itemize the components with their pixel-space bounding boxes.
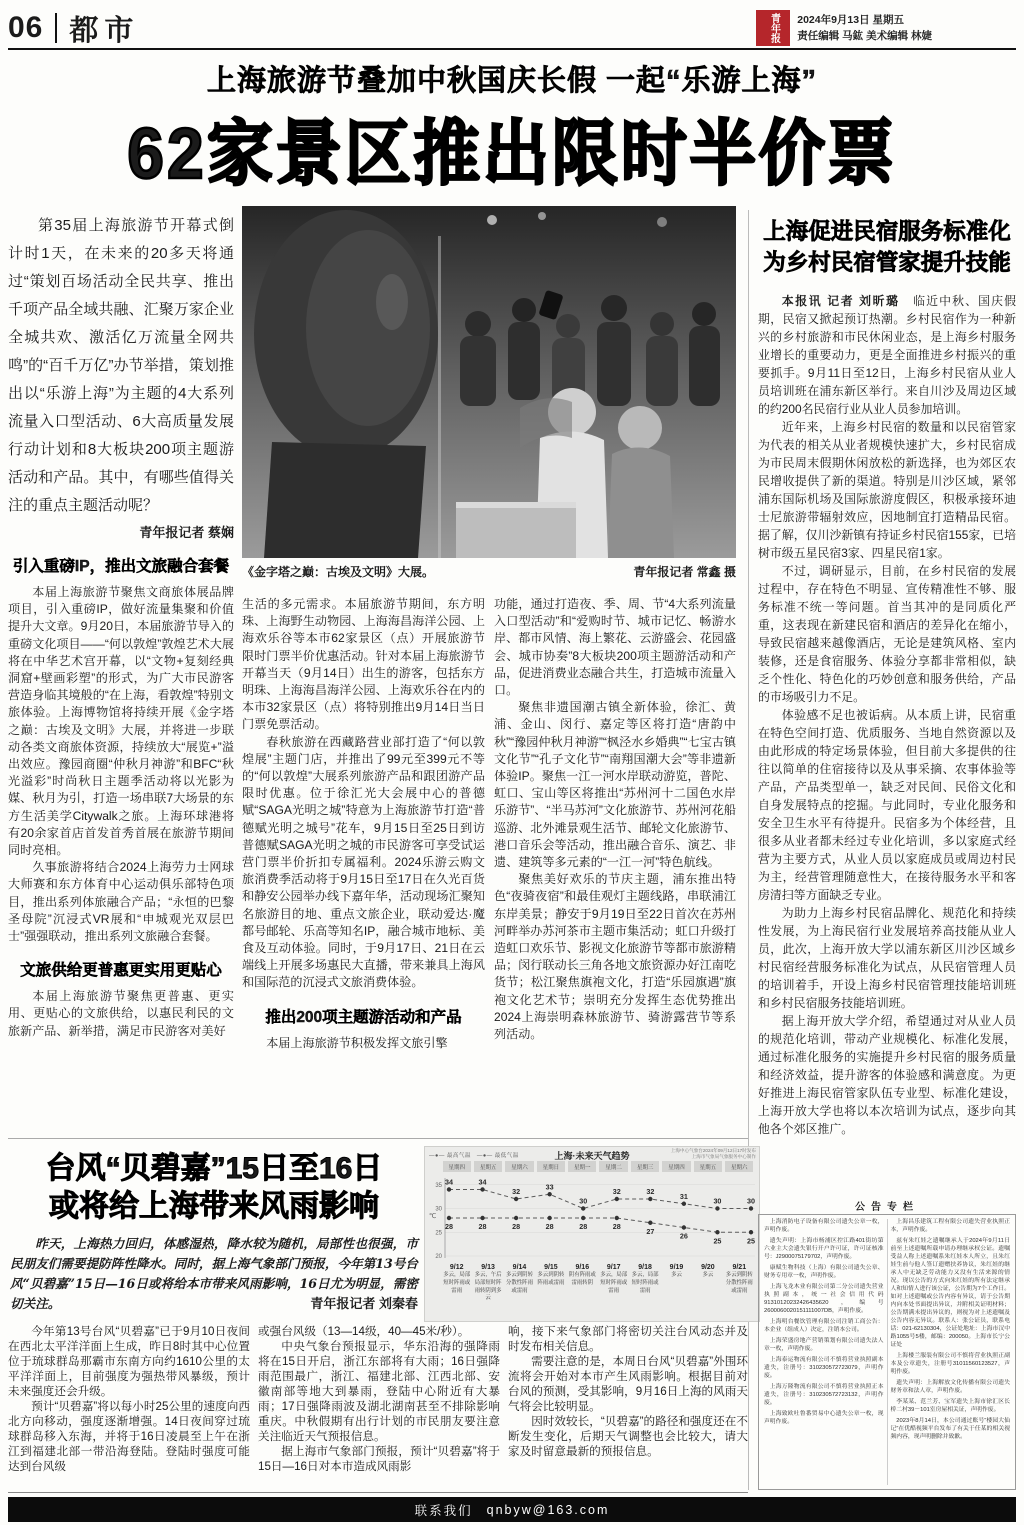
edition-info bbox=[797, 12, 932, 45]
article-paragraph: 第35届上海旅游节开幕式倒计时1天，在未来的20多天将通过“策划百场活动全民共享、推出千项产品全域共融、汇聚万家企业全城共欢、激活亿万流量全网共鸣”的“百千万亿”办节举措，策划推出以“乐游上海”为主题的4大系列流量入口型活动、6大高质量发展行动计划和8大板块200项主题游活动和产品。其中，有哪些值得关注的重点主题活动呢？ bbox=[8, 217, 234, 514]
article-paragraph: 生活的多元需求。本届旅游节期间，东方明珠、上海野生动物园、上海海昌海洋公园、上海欢乐谷等本市62家景区（点）开展旅游节限时门票半价优惠活动。针对本届上海旅游节开幕当天（9月14日）出生的游客，包括东方明珠、上海海昌海洋公园、上海欢乐谷在内的本市32家景区（点）将特别推出9月14日当日门票免票活动。 bbox=[242, 597, 485, 732]
data-point bbox=[447, 1216, 451, 1220]
data-point bbox=[682, 1202, 686, 1206]
data-label: 32 bbox=[646, 1187, 655, 1196]
y-tick-label: 35 bbox=[435, 1182, 442, 1189]
date-cell: 9/14 bbox=[512, 1264, 527, 1271]
typhoon-headline-line2: 或将给上海带来风雨影响 bbox=[49, 1190, 379, 1223]
data-point bbox=[581, 1216, 585, 1220]
date-cell: 9/13 bbox=[481, 1264, 495, 1271]
masthead-rule bbox=[8, 48, 1016, 50]
article-paragraph: 本届上海旅游节聚焦更普惠、更实用、更贴心的文旅供给，以惠民利民的文旅新产品、新举措，满足市民游客对美好 bbox=[8, 989, 234, 1038]
series-line-最高气温 bbox=[449, 1190, 751, 1209]
section-subhead: 文旅供给更普惠更实用更贴心 bbox=[20, 962, 222, 980]
data-point bbox=[514, 1197, 518, 1201]
data-point bbox=[648, 1197, 652, 1201]
kicker-headline: 上海旅游节叠加中秋国庆长假 一起“乐游上海” bbox=[206, 65, 818, 97]
article-paragraph: 体验感不足也被诟病。从本质上讲，民宿重在特色空间打造、优质服务、当地自然资源以及由此形成的特定场景体验，但目前大多提供的往往以简单的住宿接待以及从事采摘、农事体验等产品，产品类型单一，缺乏对民间、民俗文化和自身发展特点的挖掘。与此同时，专业化服务和安全卫生水平有待提升。民宿多为个体经营，且很多从业者都未经过专业化培训，多以家庭式经营为主要方式，从业人员以家庭成员或周边村民为主，经营管理随意性大，在接待服务水平和客房清扫等方面缺乏专业。 bbox=[758, 708, 1016, 902]
data-point bbox=[715, 1206, 719, 1210]
weekday-row bbox=[441, 1161, 755, 1172]
masthead-divider bbox=[55, 13, 57, 43]
weekday-cell: 星期三 bbox=[631, 1161, 659, 1172]
typhoon-column-2 bbox=[258, 1324, 500, 1490]
data-label: 30 bbox=[747, 1196, 755, 1206]
article-paragraph: 为助力上海乡村民宿品牌化、规范化和持续性发展，为上海民宿行业发展培养高技能从业人员，此次，上海开放大学以浦东新区川沙区域乡村民宿经营服务标准化为试点，从民宿管理人员的培训着手，开设上海乡村民宿管理技能培训班和乡村民宿服务技能培训班。 bbox=[758, 906, 1016, 1010]
series-line-最低气温 bbox=[449, 1218, 751, 1232]
photo-caption: 《金字塔之巅：古埃及文明》大展。 bbox=[242, 565, 435, 579]
data-point bbox=[615, 1216, 619, 1220]
notices-board bbox=[758, 1214, 1016, 1490]
typhoon-byline: 青年报记者 刘秦春 bbox=[310, 1296, 418, 1311]
data-point bbox=[682, 1225, 686, 1229]
date-row bbox=[441, 1264, 755, 1271]
right-article-title-line2: 为乡村民宿管家提升技能 bbox=[763, 250, 1011, 275]
condition-cell: 多云到阴转分散性阵雨或雷雨 bbox=[506, 1272, 533, 1294]
condition-cell: 阴有阵雨或雷雨转阴 bbox=[568, 1272, 596, 1286]
notice-item: 上海楼兰服装有限公司不慎将营业执照正副本及公章遗失，注册号31011560123527，声明作废。 bbox=[890, 1352, 1010, 1375]
masthead bbox=[8, 8, 1016, 48]
data-point bbox=[749, 1206, 753, 1210]
article-paragraph: 聚焦非遗国潮古镇全新体验，徐汇、黄浦、金山、闵行、嘉定等区将打造“唐韵中秋”“豫园仲秋月神游”“枫泾水乡婚典”“七宝古镇文化节”“孔子文化节”“南翔国潮大会”等非遗新体验IP。聚焦一江一河水岸联动游览，普陀、虹口、宝山等区将推出“苏州河十二国色水岸乐游节”、“半马苏河”文化旅游节、苏州河花船巡游、北外滩景观生活节、邮轮文化旅游节、港口音乐会等活动，推出融合音乐、演艺、非遗、建筑等多元素的“一江一河”特色航线。 bbox=[494, 700, 736, 870]
temperature-line-plot bbox=[425, 1172, 759, 1264]
data-label: 34 bbox=[478, 1177, 487, 1187]
article-paragraph: 据上海开放大学介绍，希望通过对从业人员的规范化培训，带动产业规模化、标准化发展，通过标准化服务的实施提升乡村民宿的服务质量和经济效益，提升游客的体验感和满意度。为更好推进上海民宿管家队伍专业型、标准化建设，上海开放大学也将以本次培训为试点，逐步向其他各个郊区推广。 bbox=[758, 1014, 1016, 1136]
weekday-cell: 星期四 bbox=[662, 1161, 690, 1172]
edition-editors: 责任编辑 马鈜 美术编辑 林婕 bbox=[797, 30, 932, 42]
chart-note-line1: 上海中心气象台2024年09月12日17时发布 bbox=[670, 1148, 756, 1153]
chart-title: 上海·未来天气趋势 bbox=[554, 1151, 630, 1161]
section-rule-bottom bbox=[8, 1492, 748, 1493]
notice-item: 上海飞龙木业有限公司第二分公司遗失营业执照副本，统一社会信用代码91310120232426435620，编号2600060020151111007DB，声明作废。 bbox=[764, 1283, 884, 1314]
data-point bbox=[547, 1216, 551, 1220]
article-paragraph: 中央气象台预报显示，华东沿海的强降雨将在15日开启，浙江东部将有大雨；16日强降雨范围最广，浙江、福建北部、江西北部、安徽南部等地大到暴雨，登陆中心附近有大暴雨；17日强降雨波及湖北湖南甚至不排除影响重庆。中秋假期有出行计划的市民朋友要注意关注临近天气预报信息。 bbox=[258, 1340, 500, 1443]
footer-bar bbox=[8, 1497, 1016, 1522]
notice-item: 李某某、范兰芳、宝军遗失上海市徐汇区长桥二村39－101室房屋相关证，声明作废。 bbox=[890, 1398, 1010, 1413]
data-label: 32 bbox=[512, 1187, 521, 1196]
weather-trend-chart bbox=[424, 1146, 760, 1322]
chart-note-line2: 上海市气象局气象服务中心制作 bbox=[691, 1154, 756, 1160]
section-subhead: 推出200项主题游活动和产品 bbox=[265, 1008, 462, 1026]
article-paragraph: 近年来，上海乡村民宿的数量和以民宿管家为代表的相关从业者规模快速扩大，乡村民宿成为市民周末假期休闲放松的新选择，也为郊区农民增收提供了新的渠道。特别是川沙区域，紧邻浦东国际机场及国际旅游度假区，积极承接环迪士尼旅游带辐射效应，因地制宜打造精品民宿。据了解，仅川沙新镇有持证乡村民宿155家，已培树市级五星民宿3家、四星民宿1家。 bbox=[758, 420, 1016, 560]
date-cell: 9/15 bbox=[544, 1264, 558, 1271]
newspaper-logo: 青年报 bbox=[756, 10, 790, 46]
notice-item: 遗失声明：上海解放文化传播有限公司遗失财务章和法人章，声明作废。 bbox=[890, 1379, 1010, 1394]
data-point bbox=[447, 1187, 451, 1191]
date-cell: 9/12 bbox=[449, 1264, 464, 1271]
condition-cell: 多云到阴转分散性阵雨或雷雨 bbox=[725, 1272, 753, 1294]
photo-caption-row bbox=[242, 563, 736, 580]
weekday-cell: 星期一 bbox=[568, 1161, 596, 1172]
right-article-title bbox=[758, 216, 1016, 278]
data-label: 34 bbox=[445, 1177, 453, 1187]
y-tick-label: 20 bbox=[435, 1254, 442, 1260]
notice-item: 上海明台餐饮管理有限公司注销工商公告：本企业（组成人）决定，注销本公司。 bbox=[764, 1318, 884, 1333]
condition-cell: 多云 bbox=[702, 1272, 714, 1278]
main-headline: 62家景区推出限时半价票 bbox=[127, 113, 897, 194]
condition-cell: 多云，局部短时阵雨或雷雨 bbox=[600, 1272, 628, 1294]
typhoon-column-1 bbox=[8, 1324, 250, 1490]
conditions-row bbox=[441, 1271, 755, 1304]
article-paragraph: 响，接下来气象部门将密切关注台风动态并及时发布相关信息。 bbox=[508, 1325, 748, 1353]
condition-cell: 多云 bbox=[671, 1272, 682, 1278]
typhoon-headline bbox=[8, 1150, 420, 1226]
article-paragraph: 今年第13号台风“贝碧嘉”已于9月10日夜间在西北太平洋洋面上生成，昨日8时其中心位置位于琉球群岛那霸市东南方向约1610公里的太平洋洋面上，目前强度为强热带风暴级，预计未来强度还会升级。 bbox=[8, 1325, 250, 1398]
data-point bbox=[749, 1230, 753, 1234]
typhoon-lead-text: 昨天，上海热力回归，体感湿热，降水较为随机，局部性也很强，市民朋友们需要提防阵性降水。同时，据上海气象部门预报，今年第13号台风“贝碧嘉”15日—16日或将给本市带来风雨影响，16日尤为明显，需密切关注。 bbox=[10, 1236, 418, 1311]
article-paragraph: 因时效较长，“贝碧嘉”的路径和强度还在不断发生变化，后期天气调整也会比较大，请大家及时留意最新的预报信息。 bbox=[508, 1415, 748, 1458]
chart-source-note bbox=[671, 1148, 756, 1160]
data-point bbox=[581, 1206, 585, 1210]
edition-date: 2024年9月13日 星期五 bbox=[797, 13, 905, 26]
lead-photo bbox=[242, 206, 736, 558]
article-paragraph: 久事旅游将结合2024上海劳力士网球大师赛和东方体育中心运动俱乐部特色项目，推出系列体旅融合产品；“永恒的巴黎圣母院”沉浸式VR展和“申城观光双层巴士”强强联动，推出系列文旅融合套餐。 bbox=[8, 860, 234, 944]
data-label: 28 bbox=[512, 1222, 521, 1231]
condition-cell: 多云，局部短时阵雨或雷雨 bbox=[631, 1272, 659, 1294]
data-label: 28 bbox=[545, 1222, 554, 1231]
right-article bbox=[758, 216, 1016, 1172]
date-cell: 9/20 bbox=[701, 1264, 715, 1271]
notice-item: 上海万隆物流有限公司不慎将营业执照正本遗失，注册号：310230572723132，声明作废。 bbox=[764, 1383, 884, 1406]
lead-story-middle-column-2 bbox=[494, 596, 736, 1126]
notices-header: 公告专栏 bbox=[855, 1202, 919, 1213]
notice-item: 兹有朱红娃之遗嘱继承人于2024年9月11日前至上述遗嘱所载申请办理继承权公证。遗嘱受益人称上述遗嘱系朱红娃本人所立，且朱红娃生前与他人签订遗赠扶养协议，朱红娃的继承人中无缺乏劳动能力又没有生活来源的情况。现以公告的方式向朱红娃的所有法定继承人和知情人进行该公证，公告期为7个工作日。如对上述遗嘱或公告内容有异议，请于公告期内向本处书面提出异议，并附相关证明材料；公告期满未提出异议的，则视为对上述遗嘱及公告内容无异议。联系人：张公证员，联系电话：021-62130304，公证处地址：上海市汉中路1055号5楼，邮编：200050。上海市长宁公证处 bbox=[890, 1237, 1010, 1348]
section-rule-top bbox=[8, 1138, 748, 1139]
notice-item: 上海泰运物流有限公司不慎将营业执照副本遗失，注册号：310230572723079，声明作废。 bbox=[764, 1356, 884, 1379]
right-article-title-line1: 上海促进民宿服务标准化 bbox=[763, 219, 1011, 244]
notice-item: 康赋生物科技（上海）有限公司遗失公章、财务专用章一枚，声明作废。 bbox=[764, 1264, 884, 1279]
article-paragraph: 功能，通过打造夜、季、周、节“4大系列流量入口型活动”和“爱购时节、城市记忆、畅游水岸、都市风情、海上繁花、云游盛会、花园盛会、城市协奏”8大板块200项主题游活动和产品，促进消费业态融合共生，打造城市流量入口。 bbox=[494, 597, 736, 698]
weekday-cell: 星期二 bbox=[599, 1161, 627, 1172]
typhoon-column-3 bbox=[508, 1324, 748, 1490]
date-cell: 9/19 bbox=[669, 1264, 684, 1271]
data-label: 28 bbox=[445, 1222, 453, 1231]
page-number: 06 bbox=[8, 11, 44, 44]
photo-credit: 青年报记者 常鑫 摄 bbox=[633, 565, 736, 579]
article-paragraph: 需要注意的是，本周日台风“贝碧嘉”外围环流将会开始对本市产生风雨影响。根据目前对台风的预测，受其影响，9月16日上海的风雨天气将会比较明显。 bbox=[508, 1355, 748, 1413]
right-article-body bbox=[758, 292, 1016, 1172]
date-cell: 9/18 bbox=[638, 1264, 652, 1271]
data-label: 33 bbox=[545, 1182, 554, 1192]
article-paragraph: 春秋旅游在西藏路营业部打造了“何以敦煌展”主题门店，并推出了99元至399元不等的“何以敦煌”大展系列旅游产品和跟团游产品限时优惠。位于徐汇光大会展中心的普德赋“SAGA光明之城”特意为上海旅游节打造“普德赋光明之城号”花车，9月15日至25日到访普德赋SAGA光明之城的市民游客可享受试运营门票半价折扣专属福利。2024乐游云购文旅消费季活动将于9月15日至17日在久光百货和静安公园举办线下嘉年华，活动现场汇聚知名旅游目的地、重点文旅企业，联动爱达·魔都号邮轮、乐高等知名IP，融合城市地标、美食及互动体验。同时，于9月17日、21日在云端线上开展多场惠民大直播，带来兼具上海风和国际范的沉浸式文旅消费体验。 bbox=[242, 734, 485, 990]
date-cell: 9/16 bbox=[575, 1264, 590, 1271]
data-label: 30 bbox=[713, 1196, 722, 1206]
weekday-cell: 星期六 bbox=[505, 1161, 533, 1172]
data-label: 30 bbox=[579, 1196, 588, 1206]
notice-item: 2023年8月14日，本公司通过账号“楼园大仙记”在优酷视频平台发布了有关于任某的相关视频内容，现声明删除并致歉。 bbox=[890, 1417, 1010, 1440]
data-label: 28 bbox=[579, 1222, 588, 1231]
condition-cell: 多云到阴转阵雨或雷雨 bbox=[537, 1272, 565, 1286]
data-label: 32 bbox=[612, 1187, 621, 1196]
weekday-cell: 星期五 bbox=[694, 1161, 722, 1172]
article-paragraph: 聚焦美好欢乐的节庆主题，浦东推出特色“夜骑夜宿”和最佳观灯主题线路，串联浦江东岸美景；静安于9月19日至22日首次在苏州河畔举办苏河茶市主题市集活动；虹口升级打造虹口欢乐节、影视文化旅游节等都市旅游精品；闵行联动长三角各地文旅资源办好江南吃货节；松江聚焦旗袍文化，打造“乐园旗遇”旗袍文化艺术节；崇明充分发挥生态优势推出2024上海崇明森林旅游节、骑游露营节等系列活动。 bbox=[494, 872, 736, 1042]
article-paragraph: 本报讯 记者 刘昕璐 临近中秋、国庆假期，民宿又掀起预订热潮。乡村民宿作为一种新兴的乡村旅游和市民休闲业态，是上海乡村服务业增长的重要动力，更是全面推进乡村振兴的重要抓手。9月11日至12日，上海乡村民宿从业人员培训班在浦东新区举行。来自川沙及周边区域的约200名民宿行业从业人员参加培训。 bbox=[758, 294, 1016, 416]
section-title: 都市 bbox=[69, 14, 140, 47]
weekday-cell: 星期五 bbox=[474, 1161, 502, 1172]
data-point bbox=[715, 1230, 719, 1234]
typhoon-lead bbox=[10, 1234, 418, 1314]
exhibition-photo-illustration bbox=[242, 206, 736, 558]
data-label: 27 bbox=[646, 1226, 655, 1236]
notice-item: 上海致欧吐鲁番贸易中心遗失公章一枚，现声明作废。 bbox=[764, 1410, 884, 1425]
notice-item: 上海荣盛房地产营销策划有限公司遗失法人章一枚，声明作废。 bbox=[764, 1337, 884, 1352]
article-paragraph: 本届上海旅游节积极发挥文旅引擎 bbox=[266, 1035, 448, 1050]
article-paragraph: 预计“贝碧嘉”将以每小时25公里的速度向西北方向移动，强度逐渐增强。14日夜间穿过琉球群岛移入东海，并将于16日凌晨至上午在浙江到福建北部一带沿海登陆。登陆时强度可能达到台风级 bbox=[8, 1400, 250, 1473]
data-label: 25 bbox=[713, 1236, 722, 1246]
masthead-right bbox=[756, 10, 932, 46]
data-label: 26 bbox=[679, 1231, 688, 1241]
data-point bbox=[547, 1192, 551, 1196]
section-subhead: 引入重磅IP，推出文旅融合套餐 bbox=[12, 558, 230, 575]
article-paragraph: 本届上海旅游节聚焦文商旅体展品牌项目，引入重磅IP，做好流量集聚和价值提升大文章。9月20日，本届旅游节导入的重磅文化项目——“何以敦煌”敦煌艺术大展将在中华艺术宫开幕，以“文物+复刻经典洞窟+壁画彩塑”的形式，为广大市民游客营造身临其境般的“在上海，看敦煌”特别文旅体验。上海博物馆将持续开展《金字塔之巅：古埃及文明》大展，并将进一步联动各类文商旅体资源，持续放大“展览+”溢出效应。豫园商圈“仲秋月神游”和BFC“秋光溢彩”时尚秋日主题季活动将以光影为媒、秋月为引，打造一场串联7大场景的东方生活美学Citywalk之旅。上海环球港将有20余家首店首发首秀首展在旅游节期间同时亮相。 bbox=[8, 585, 234, 858]
data-point bbox=[615, 1197, 619, 1201]
date-cell: 9/17 bbox=[606, 1264, 621, 1271]
weekday-cell: 星期六 bbox=[725, 1161, 753, 1172]
data-point bbox=[480, 1216, 484, 1220]
lead-story-middle-column-1 bbox=[242, 596, 485, 1126]
weekday-cell: 星期日 bbox=[537, 1161, 565, 1172]
y-tick-label: 25 bbox=[435, 1230, 442, 1237]
data-point bbox=[648, 1221, 652, 1225]
chart-legend: —●— 最高气温 —●— 最低气温 bbox=[429, 1153, 519, 1159]
data-label: 28 bbox=[612, 1222, 621, 1231]
weekday-cell: 星期四 bbox=[443, 1161, 471, 1172]
date-cell: 9/21 bbox=[732, 1264, 747, 1271]
data-label: 28 bbox=[478, 1222, 487, 1231]
chart-header bbox=[425, 1147, 759, 1161]
notice-item: 遗失声明：上海市杨浦区控江路401街坊第六业主大会遗失银行开户许可证，许可证核准号：J2900075179702，声明作废。 bbox=[764, 1237, 884, 1260]
typhoon-headline-line1: 台风“贝碧嘉”15日至16日 bbox=[45, 1152, 383, 1185]
footer-email: qnbyw@163.com bbox=[486, 1502, 610, 1517]
y-tick-label: 30 bbox=[435, 1206, 442, 1213]
data-point bbox=[514, 1216, 518, 1220]
article-paragraph: 不过，调研显示，目前，在乡村民宿的发展过程中，存在特色不明显、宣传精准性不够、服务标准不统一等问题。首当其冲的是同质化严重，这表现在新建民宿和酒店的差异化在缩小，导致民宿越来越像酒店，无论是建筑风格、室内装修，还是食宿服务、体验分享都非常相似，缺乏个性化、特色化的巧妙创意和服务供给，产品的市场吸引力不足。 bbox=[758, 564, 1016, 704]
y-axis-unit: ℃ bbox=[429, 1213, 437, 1220]
data-point bbox=[480, 1187, 484, 1191]
notice-item: 上海昌乐建筑工程有限公司遗失营业执照正本，声明作废。 bbox=[890, 1219, 1010, 1233]
article-byline: 青年报记者 蔡娴 bbox=[139, 525, 234, 540]
data-label: 25 bbox=[747, 1236, 755, 1246]
notice-item: 上海消防电子设备有限公司遗失公章一枚，声明作废。 bbox=[764, 1219, 884, 1233]
data-label: 31 bbox=[679, 1191, 688, 1201]
lead-story-left-column bbox=[8, 212, 234, 1134]
condition-cell: 多云，午后局部短时阵雨转阴到多云 bbox=[474, 1272, 502, 1302]
footer-label: 联系我们 bbox=[414, 1503, 473, 1518]
article-paragraph: 或强台风级（13—14级，40—45米/秒）。 bbox=[258, 1325, 470, 1338]
condition-cell: 多云，局部短时阵雨或雷雨 bbox=[443, 1272, 471, 1294]
article-paragraph: 据上海市气象部门预报，预计“贝碧嘉”将于15日—16日对本市造成风雨影 bbox=[258, 1445, 500, 1473]
